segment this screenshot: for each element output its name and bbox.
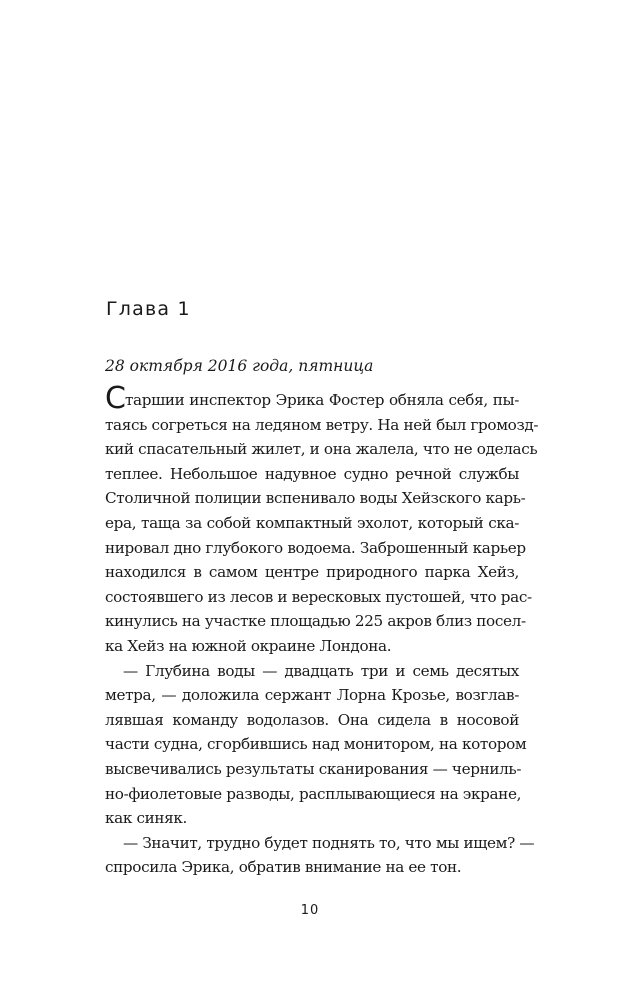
text-line: нировал дно глубокого водоема. Заброшенный карьер (105, 538, 526, 557)
text-line: кинулись на участке площадью 225 акров близ посел- (105, 612, 526, 631)
text-line (105, 381, 519, 416)
text-line: — Глубина воды — двадцать три и семь десятых (123, 661, 519, 680)
text-line: ера, таща за собой компактный эхолот, который ска- (105, 513, 519, 532)
text-line: метра, — доложила сержант Лорна Крозье, возглав- (105, 686, 519, 705)
text-line: но-фиолетовые разводы, расплывающиеся на экране, (105, 784, 522, 803)
text-line: спросила Эрика, обратив внимание на ее тон. (105, 858, 462, 877)
text-line: находился в самом центре природного парка Хейз, (105, 563, 519, 582)
text-line: ка Хейз на южной окраине Лондона. (105, 636, 392, 655)
chapter-date: 28 октября 2016 года, пятница (105, 357, 374, 375)
text-line: части судна, сгорбившись над монитором, на котором (105, 735, 527, 754)
chapter-heading: Глава 1 (106, 298, 191, 320)
text-line: лявшая команду водолазов. Она сидела в носовой (105, 710, 519, 729)
text-line: как синяк. (105, 809, 188, 828)
text-line: кий спасательный жилет, и она жалела, что не оделась (105, 440, 538, 459)
text-line: — Значит, трудно будет поднять то, что мы ищем? — (123, 833, 535, 852)
text-line: состоявшего из лесов и вересковых пустошей, что рас- (105, 587, 532, 606)
text-line: теплее. Небольшое надувное судно речной службы (105, 464, 519, 483)
text-line-content: таршии инспектор Эрика Фостер обняла себя, пы- (124, 391, 519, 409)
body-text (105, 381, 539, 880)
drop-cap: С (105, 381, 125, 416)
text-line: высвечивались результаты сканирования — черниль- (105, 759, 522, 778)
text-line: таясь согреться на ледяном ветру. На ней был громозд- (105, 415, 539, 434)
page-number: 10 (300, 903, 320, 918)
text-line: Столичной полиции вспенивало воды Хейзского карь- (105, 489, 526, 508)
